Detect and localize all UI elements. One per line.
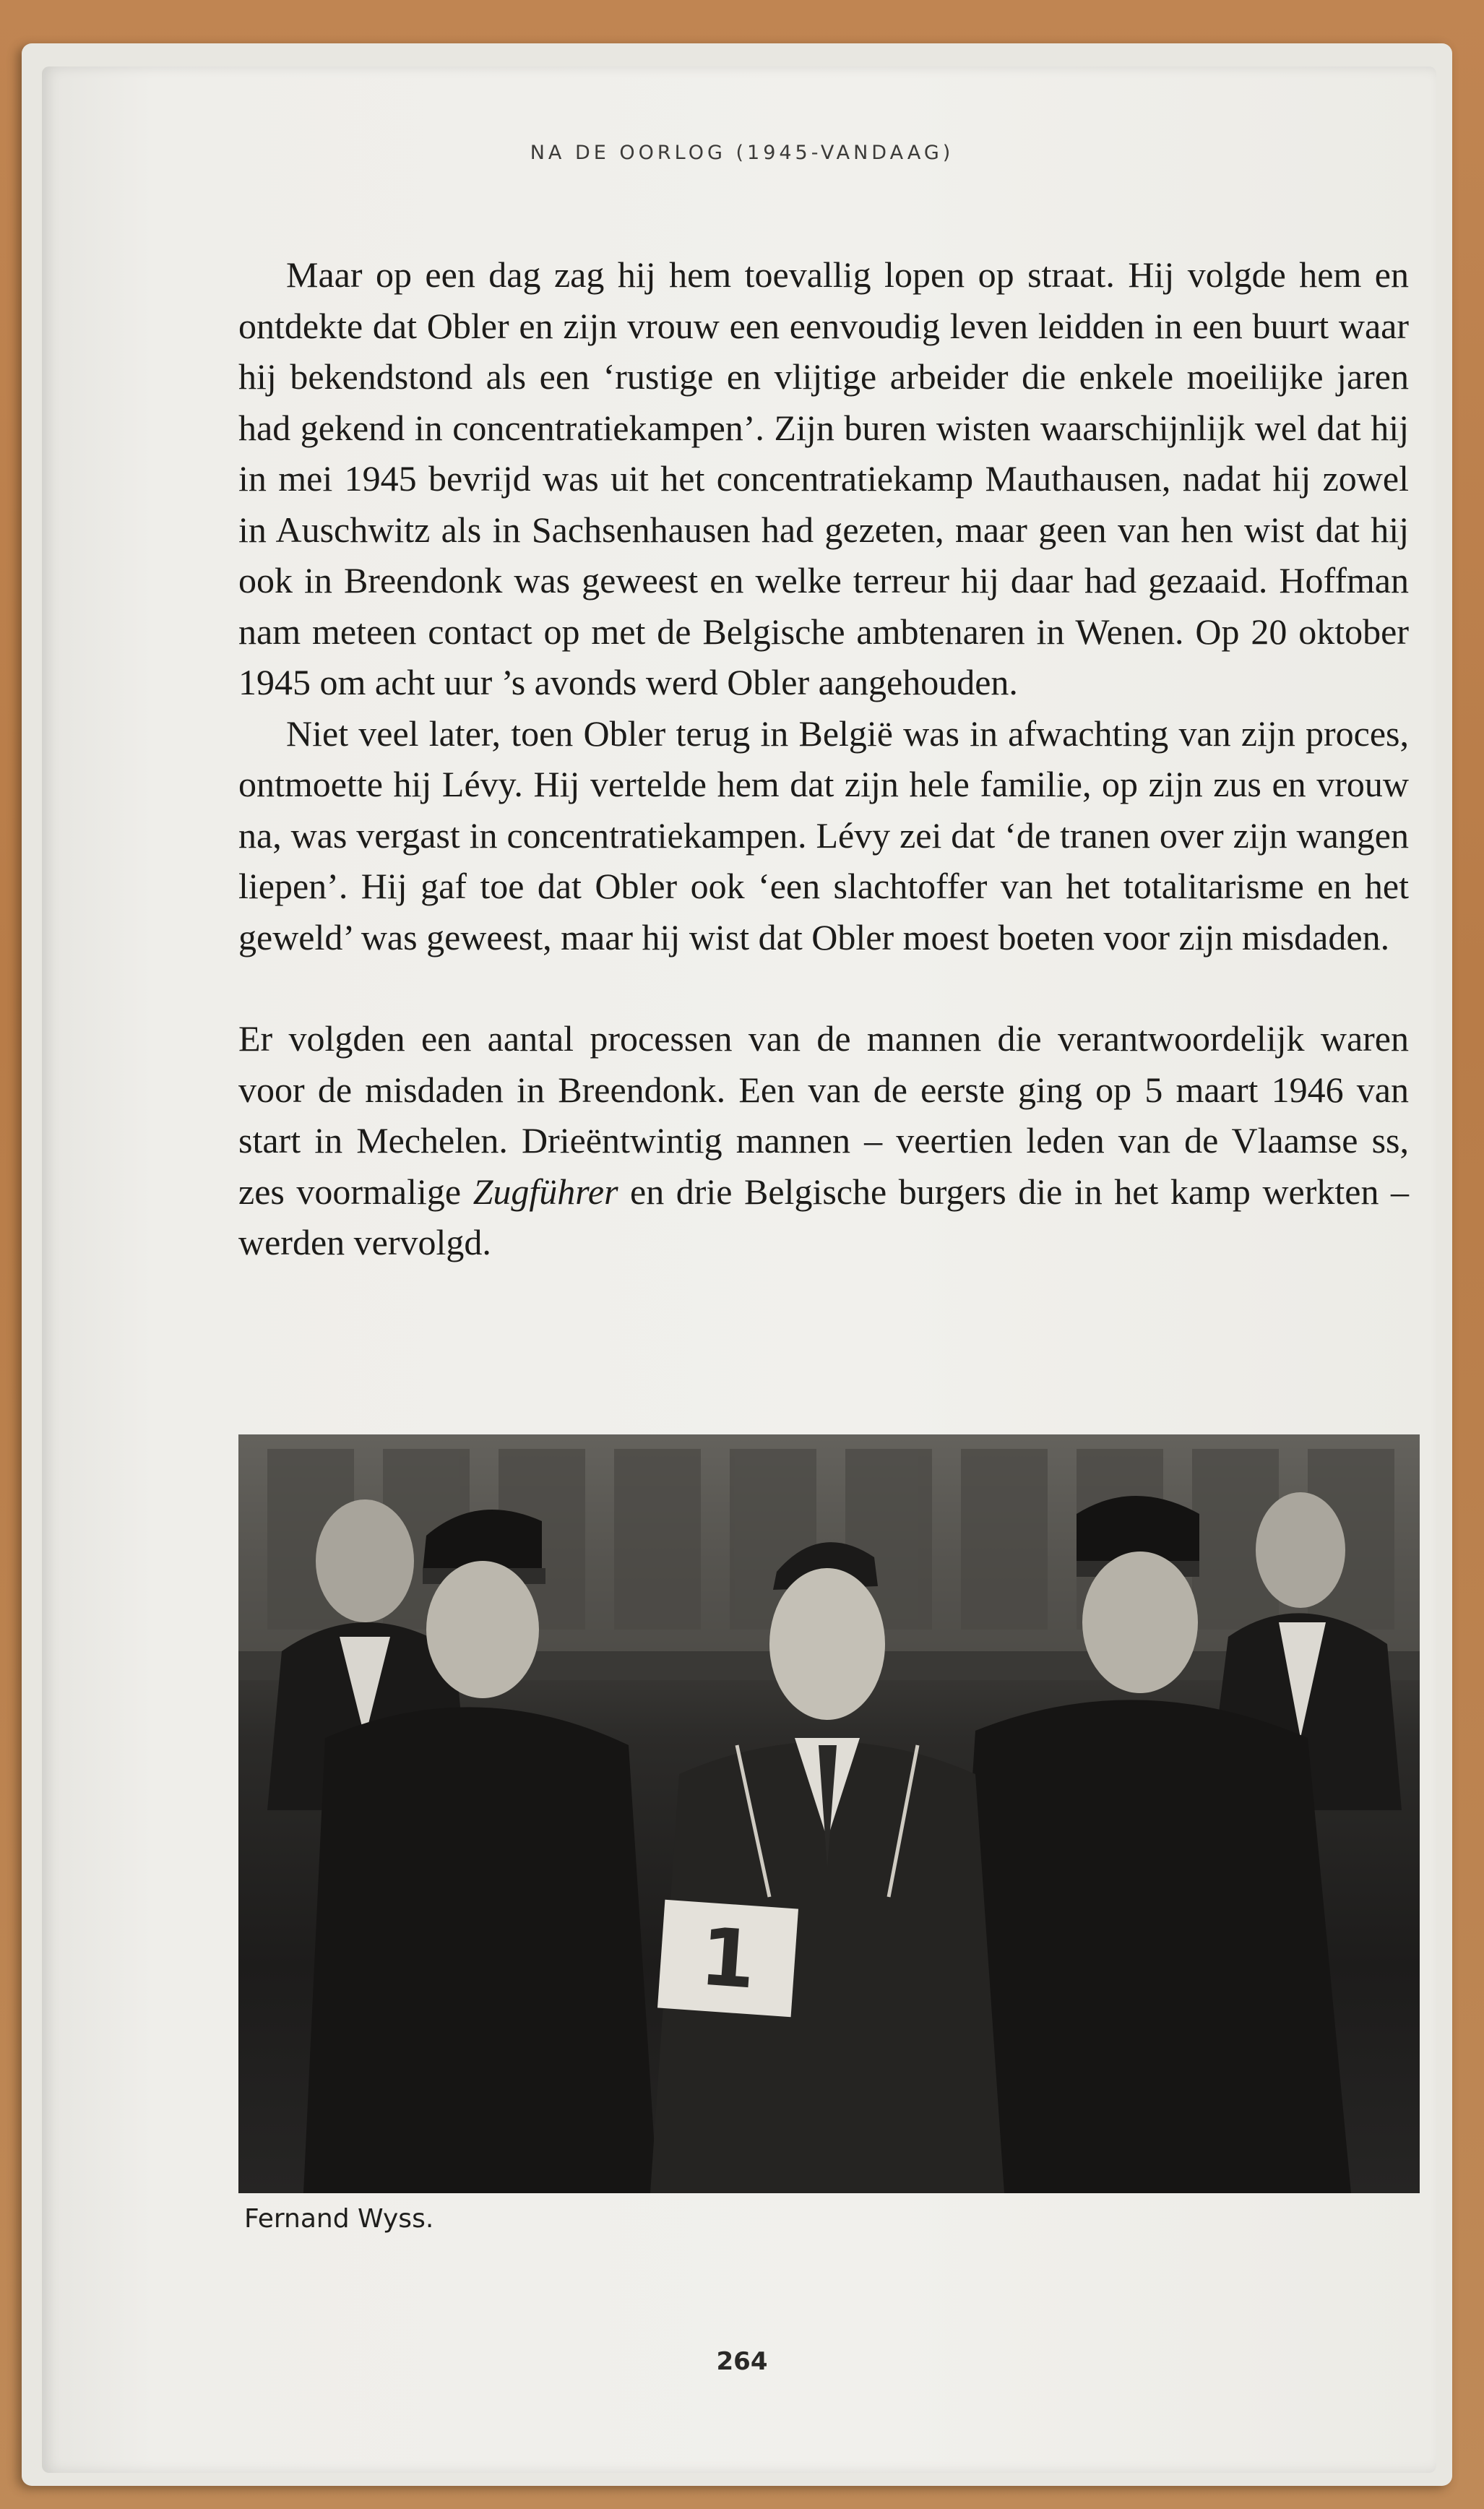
- courtroom-photo: [238, 1434, 1420, 2193]
- paragraph-3-italic: Zugführer: [473, 1171, 618, 1212]
- paragraph-2: Niet veel later, toen Obler terug in België was in afwachting van zijn proces, ontmoette hij Lévy. Hij vertelde hem dat zijn hele familie, op zijn zus en vrouw na, was vergast in concentratiekampen. Lévy zei dat ‘de tranen over zijn wangen liepen’. Hij gaf toe dat Obler ook ‘een slachtoffer van het totalitarisme en het geweld’ was geweest, maar hij wist dat Obler moest boeten voor zijn misdaden.: [238, 713, 1409, 957]
- placard-number: 1: [696, 1910, 759, 2007]
- paragraph-3-end: en drie Belgische burgers die in het kamp werkten – werden vervolgd.: [238, 1171, 1409, 1262]
- paragraph-1: Maar op een dag zag hij hem toevallig lopen op straat. Hij volgde hem en ontdekte dat Obler en zijn vrouw een eenvoudig leven leidden in een buurt waar hij bekendstond als een ‘rustige en vlijtige arbeider die enkele moeilijke jaren had gekend in concentratiekampen’. Zijn buren wisten waarschijnlijk wel dat hij in mei 1945 bevrijd was uit het concentratiekamp Mauthausen, nadat hij zowel in Auschwitz als in Sachsenhausen had gezeten, maar geen van hen wist dat hij ook in Breendonk was geweest en welke terreur hij daar had gezaaid. Hoffman nam meteen contact op met de Belgische ambtenaren in Wenen. Op 20 oktober 1945 om acht uur ’s avonds werd Obler aangehouden.: [238, 254, 1409, 702]
- paragraph-3-start: Er volgden een aantal processen van de mannen die verantwoordelijk waren voor de misdaden in Breendonk. Een van de eerste ging op 5 maart 1946 van start in Mechelen. Drieëntwintig mannen – veertien leden van de Vlaamse ss, zes voormalige: [238, 1018, 1409, 1212]
- defendant-placard: [657, 1900, 798, 2018]
- photo-caption: Fernand Wyss.: [244, 2204, 434, 2234]
- page-number: 264: [716, 2347, 768, 2376]
- running-head: NA DE OORLOG (1945-VANDAAG): [530, 142, 954, 164]
- paragraph-3: [238, 1013, 1409, 1268]
- body-text: [238, 249, 1409, 1268]
- courtroom-photo-drawing: [238, 1434, 1420, 2193]
